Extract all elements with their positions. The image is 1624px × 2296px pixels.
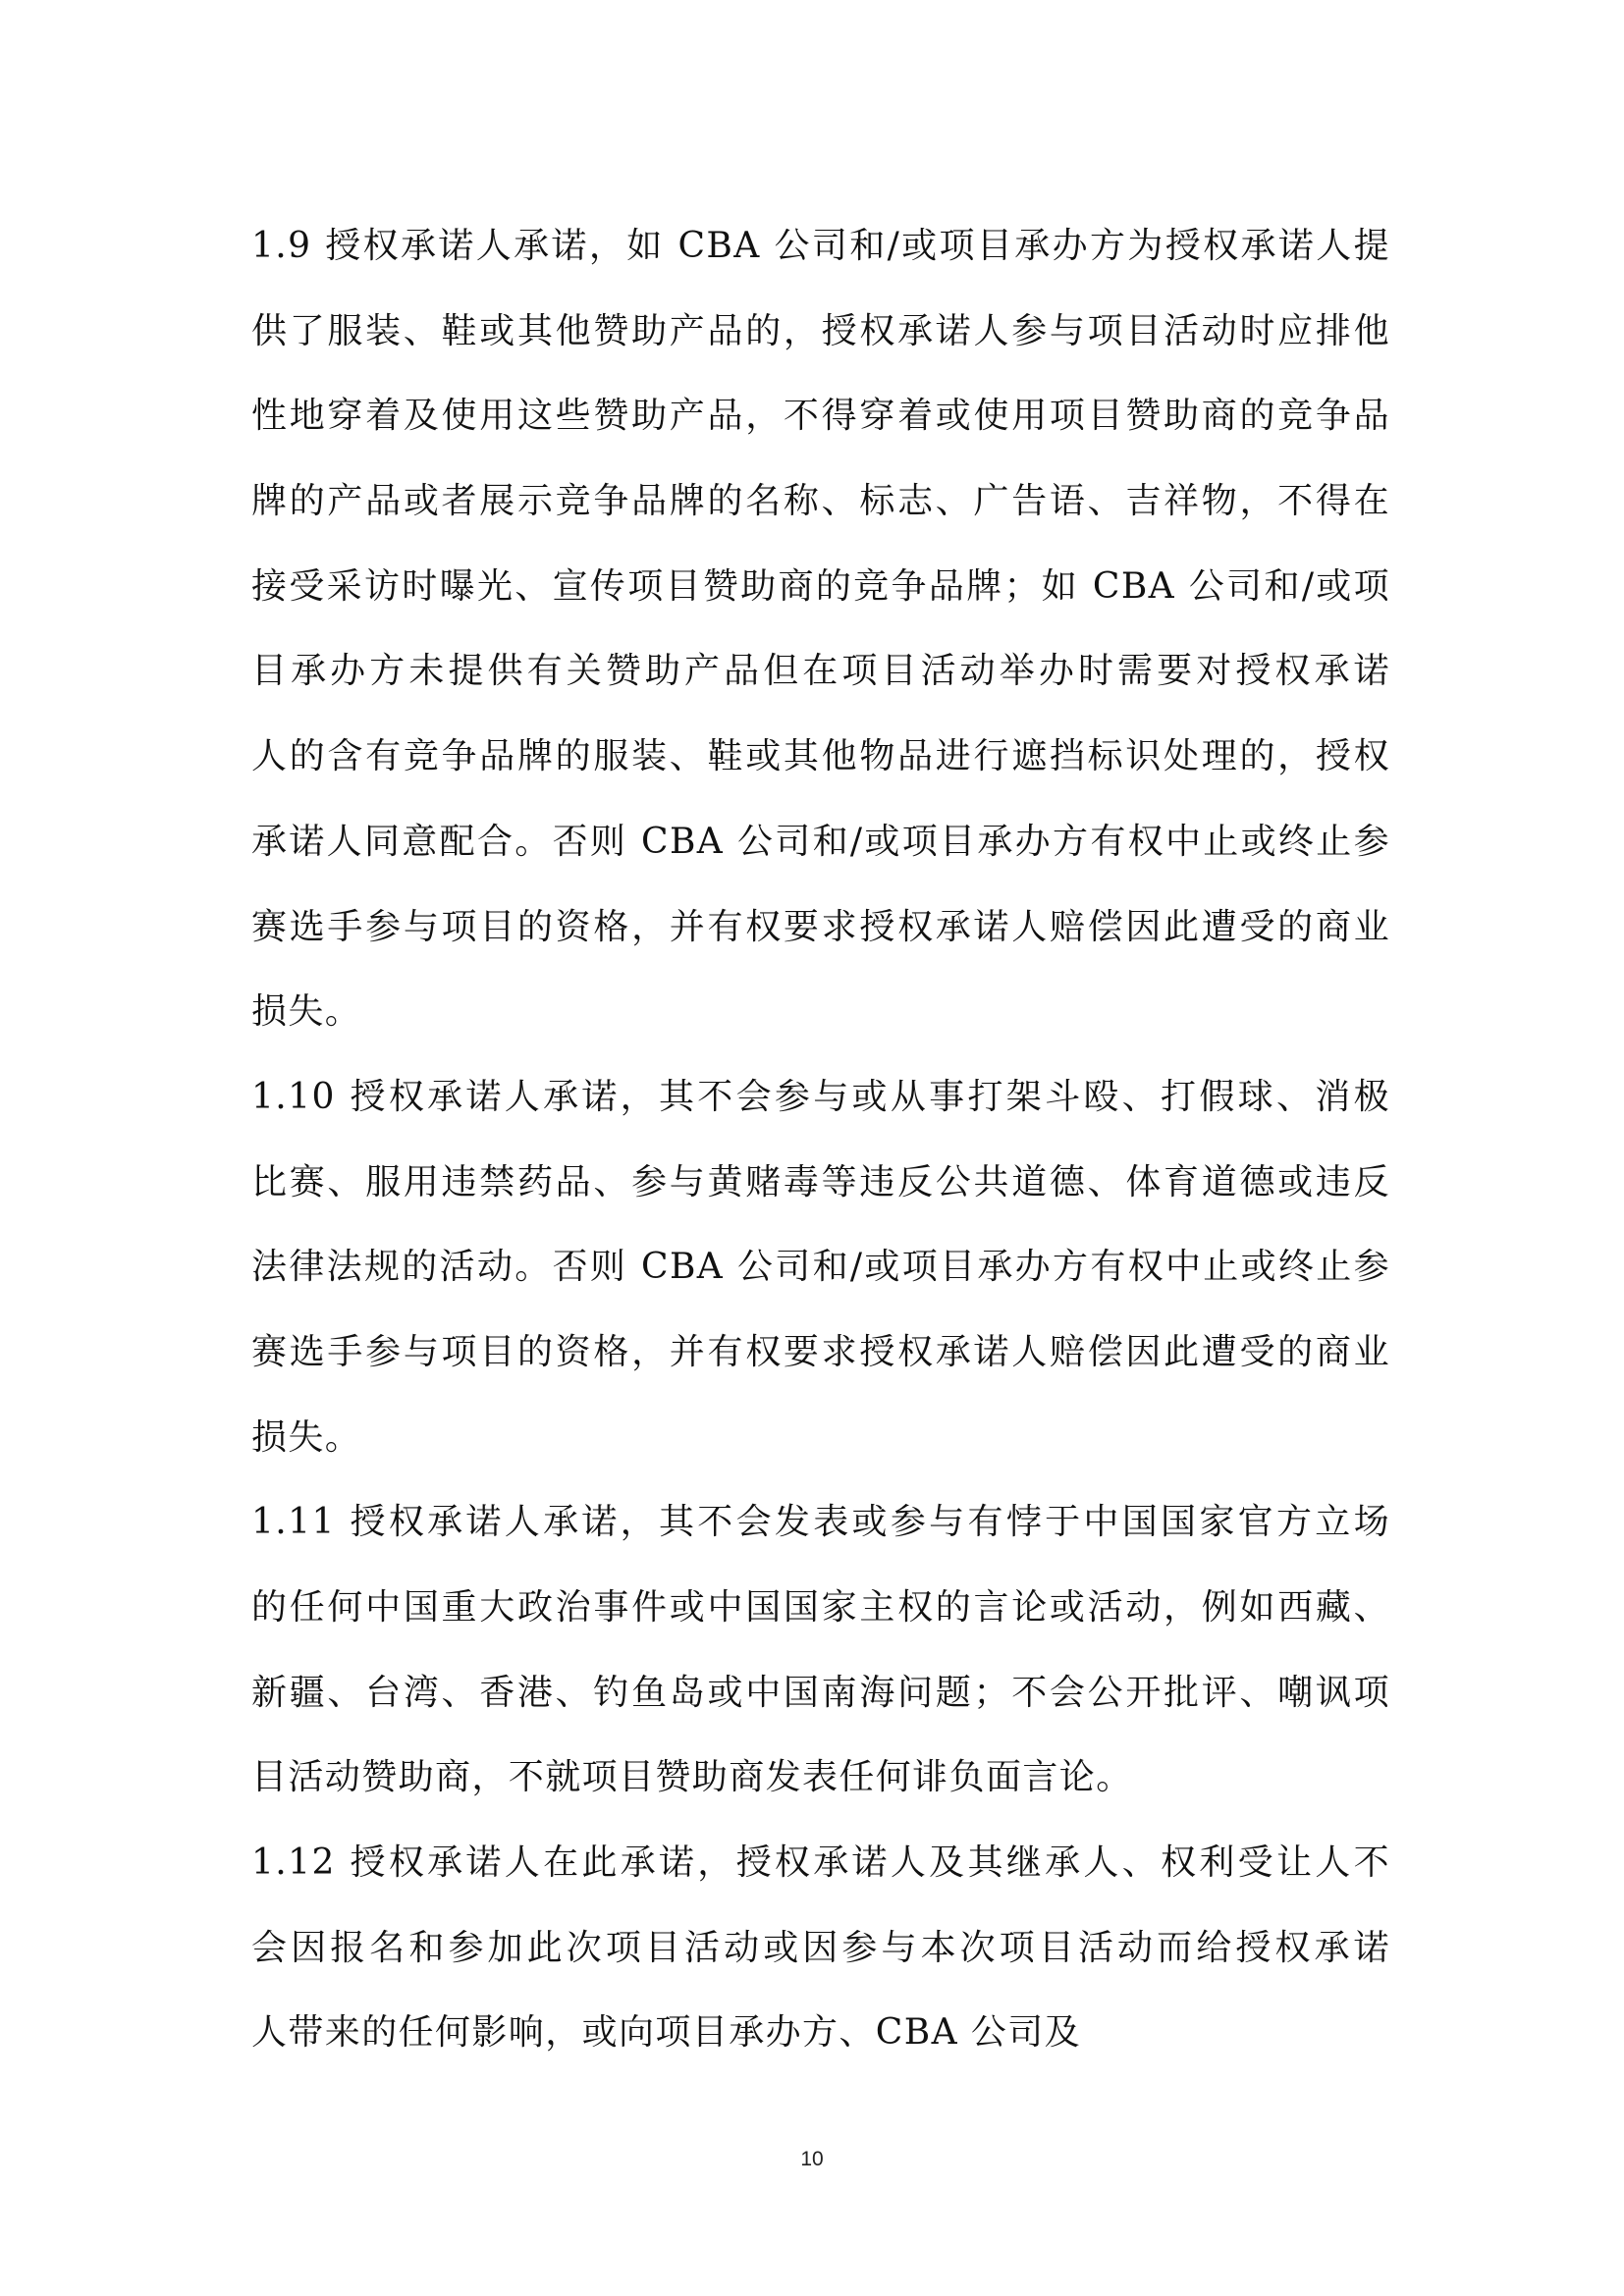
text-line: 接受采访时曝光、宣传项目赞助商的竞争品牌；如 CBA 公司和/或项 bbox=[251, 565, 1390, 607]
text-line: 牌的产品或者展示竞争品牌的名称、标志、广告语、吉祥物，不得在 bbox=[251, 481, 1390, 522]
text-line: 比赛、服用违禁药品、参与黄赌毒等违反公共道德、体育道德或违反 bbox=[251, 1161, 1390, 1202]
text-line: 新疆、台湾、香港、钓鱼岛或中国南海问题；不会公开批评、嘲讽项 bbox=[251, 1672, 1390, 1713]
text-line: 会因报名和参加此次项目活动或因参与本次项目活动而给授权承诺 bbox=[251, 1927, 1390, 1968]
body-text bbox=[251, 204, 1390, 2076]
text-line: 目承办方未提供有关赞助产品但在项目活动举办时需要对授权承诺 bbox=[251, 651, 1390, 692]
text-line: 损失。 bbox=[251, 1416, 362, 1458]
text-line: 承诺人同意配合。否则 CBA 公司和/或项目承办方有权中止或终止参 bbox=[251, 821, 1390, 862]
text-line: 人的含有竞争品牌的服装、鞋或其他物品进行遮挡标识处理的，授权 bbox=[251, 736, 1390, 777]
text-line: 人带来的任何影响，或向项目承办方、CBA 公司及 bbox=[251, 2012, 1082, 2054]
text-line: 目活动赞助商，不就项目赞助商发表任何诽负面言论。 bbox=[251, 1757, 1133, 1798]
text-line: 的任何中国重大政治事件或中国国家主权的言论或活动，例如西藏、 bbox=[251, 1587, 1390, 1628]
text-line: 1.12 授权承诺人在此承诺，授权承诺人及其继承人、权利受让人不 bbox=[251, 1842, 1390, 1884]
text-line: 赛选手参与项目的资格，并有权要求授权承诺人赔偿因此遭受的商业 bbox=[251, 1331, 1390, 1372]
text-line: 性地穿着及使用这些赞助产品，不得穿着或使用项目赞助商的竞争品 bbox=[251, 396, 1390, 437]
text-line: 1.10 授权承诺人承诺，其不会参与或从事打架斗殴、打假球、消极 bbox=[251, 1076, 1390, 1117]
text-line: 1.11 授权承诺人承诺，其不会发表或参与有悖于中国国家官方立场 bbox=[251, 1502, 1390, 1543]
text-line: 1.9 授权承诺人承诺，如 CBA 公司和/或项目承办方为授权承诺人提 bbox=[251, 226, 1390, 266]
page-number: 10 bbox=[800, 2148, 824, 2170]
text-line: 赛选手参与项目的资格，并有权要求授权承诺人赔偿因此遭受的商业 bbox=[251, 906, 1390, 947]
text-line: 损失。 bbox=[251, 991, 362, 1033]
text-line: 供了服装、鞋或其他赞助产品的，授权承诺人参与项目活动时应排他 bbox=[251, 310, 1390, 351]
text-line: 法律法规的活动。否则 CBA 公司和/或项目承办方有权中止或终止参 bbox=[251, 1247, 1390, 1288]
